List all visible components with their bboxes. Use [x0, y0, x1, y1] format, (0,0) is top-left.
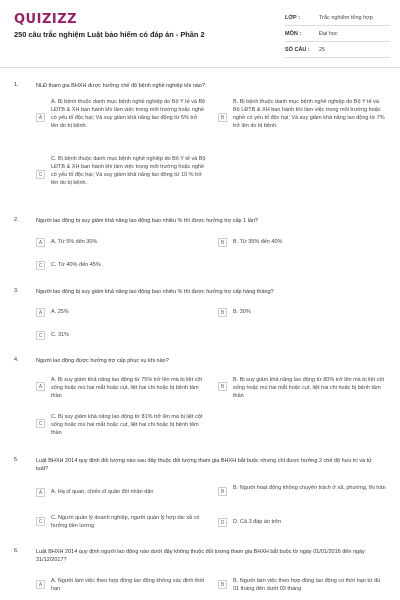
option-badge: C — [36, 170, 45, 179]
meta-value: 25 — [319, 46, 326, 53]
question-text: Người lao động bị suy giảm khả năng lao động bao nhiêu % thì được hưởng trợ cấp hàng tháng? — [36, 289, 274, 295]
option-text: B. Từ 35% đến 40% — [233, 239, 283, 245]
option-a[interactable] — [36, 577, 206, 593]
question-number: 2. — [14, 217, 19, 223]
option-badge: A — [36, 308, 45, 317]
option-b[interactable] — [218, 238, 386, 247]
option-b[interactable] — [218, 98, 386, 130]
option-text: A. Hạ sĩ quan, chiến sĩ quân đội nhân dân — [51, 489, 154, 495]
quizizz-logo: QUIZIZZ — [14, 12, 78, 27]
option-badge: B — [218, 113, 227, 122]
option-badge: B — [218, 308, 227, 317]
option-text: B. Bị bệnh thuộc danh mục bệnh nghề nghiệp do Bộ Y tế và Bộ LĐTB & XH ban hành khi làm việc trong môi trường hoặc nghề có yếu tố độc hại; Và suy giảm khả năng lao động từ 7% trở lên do bị bệnh. — [233, 99, 385, 129]
option-text: A. 25% — [51, 309, 69, 315]
option-c[interactable] — [36, 155, 206, 187]
option-text: C. Bị suy giảm khả năng lao động từ 81% trở lên mà bị liệt cột sống hoặc mù hai mắt hoặc cụt, liệt hai chi hoặc bị bệnh tâm thần — [51, 414, 203, 436]
option-text: B. 30% — [233, 309, 251, 315]
meta-value: Trắc nghiệm tổng hợp — [319, 14, 373, 21]
option-text: C. 31% — [51, 332, 70, 338]
question-text: Luật BHXH 2014 quy định người lao động nào dưới đây không thuộc đối tượng tham gia BHXH bắt buộc từ ngày 01/01/2016 đến ngày 31/12/2017? — [36, 549, 365, 563]
meta-value: Đại học — [319, 30, 338, 37]
option-text: C. Người quản lý doanh nghiệp, người quản lý hợp tác xã có hưởng tiền lương — [51, 515, 200, 529]
meta-table — [285, 10, 390, 58]
option-badge: C — [36, 331, 45, 340]
meta-key: MÔN : — [285, 30, 302, 37]
option-badge: A — [36, 238, 45, 247]
option-badge: A — [36, 113, 45, 122]
option-a[interactable] — [36, 488, 206, 497]
option-badge: B — [218, 238, 227, 247]
meta-key: LỚP : — [285, 14, 300, 21]
question-number: 4. — [14, 357, 19, 363]
option-text: B. Người làm việc theo hợp đồng lao động có thời hạn từ đủ 01 tháng đến dưới 03 tháng — [233, 578, 381, 592]
option-c[interactable] — [36, 331, 206, 340]
meta-key: SỐ CÂU : — [285, 46, 310, 53]
option-text: C. Bị bệnh thuộc danh mục bệnh nghề nghiệp do Bộ Y tế và Bộ LĐTB & XH ban hành khi làm việc trong môi trường hoặc nghề có yếu tố độc hại; Và suy giảm khả năng lao động từ 10 % trở lên do bị bệnh. — [51, 156, 206, 186]
option-text: A. Bị suy giảm khả năng lao động từ 75% trở lên mà bị liệt cột sống hoặc mù hai mắt hoặc cụt, liệt hai chi hoặc bị bệnh tâm thần — [51, 377, 202, 399]
option-b[interactable] — [218, 484, 386, 496]
question-text: Luật BHXH 2014 quy định đối tượng nào sau đây thuộc đối tượng tham gia BHXH bắt buộc nhưng chỉ được hưởng 2 chế độ hưu trí và tử tuất? — [36, 458, 372, 472]
question-text: NLĐ tham gia BHXH được hưởng chế độ bệnh nghề nghiệp khi nào? — [36, 83, 205, 89]
option-badge: A — [36, 382, 45, 391]
option-badge: B — [218, 382, 227, 391]
option-a[interactable] — [36, 98, 206, 130]
option-badge: C — [36, 517, 45, 526]
option-badge: B — [218, 487, 227, 496]
question-text: Người lao động được hưởng trợ cấp phục vụ khi nào? — [36, 358, 169, 364]
option-b[interactable] — [218, 376, 386, 400]
option-b[interactable] — [218, 308, 386, 317]
page-title: 250 câu trắc nghiệm Luật bảo hiểm có đáp án - Phần 2 — [14, 30, 205, 39]
worksheet-header — [0, 0, 400, 68]
option-badge: A — [36, 580, 45, 589]
question-number: 1. — [14, 82, 19, 88]
option-c[interactable] — [36, 261, 206, 270]
option-b[interactable] — [218, 577, 386, 593]
option-badge: C — [36, 419, 45, 428]
question-number: 3. — [14, 288, 19, 294]
option-badge: C — [36, 261, 45, 270]
option-text: B. Người hoạt động không chuyên trách ở xã, phường, thị trấn — [233, 485, 386, 491]
option-a[interactable] — [36, 238, 206, 247]
option-a[interactable] — [36, 376, 206, 400]
question-text: Người lao động bị suy giảm khả năng lao động bao nhiêu % thì được hưởng trợ cấp 1 lần? — [36, 218, 259, 224]
option-badge: A — [36, 488, 45, 497]
option-text: A. Người làm việc theo hợp đồng lao động không xác định thời hạn — [51, 578, 205, 592]
option-text: C. Từ 40% đến 45% — [51, 262, 101, 268]
option-d[interactable] — [218, 518, 386, 527]
option-text: D. Cả 3 đáp án trên — [233, 519, 282, 525]
question-number: 6. — [14, 548, 19, 554]
question-number: 5. — [14, 457, 19, 463]
option-c[interactable] — [36, 514, 206, 530]
meta-row-class — [285, 10, 390, 26]
meta-row-subject — [285, 26, 390, 42]
option-text: B. Bị suy giảm khả năng lao động từ 80% trở lên mà bị liệt cột sống hoặc mù hai mắt hoặc cụt, liệt hai chi hoặc bị bệnh tâm thần — [233, 377, 384, 399]
option-text: A. Bị bệnh thuộc danh mục bệnh nghề nghiệp do Bộ Y tế và Bộ LĐTB & XH ban hành khi làm việc trong môi trường hoặc nghề có yếu tố độc hại; Và suy giảm khả năng lao động từ 5% trở lên do bị bệnh. — [51, 99, 206, 129]
meta-row-count — [285, 42, 390, 58]
option-badge: B — [218, 580, 227, 589]
option-c[interactable] — [36, 413, 206, 437]
option-a[interactable] — [36, 308, 206, 317]
option-text: A. Từ 5% đến 30% — [51, 239, 98, 245]
option-badge: D — [218, 518, 227, 527]
